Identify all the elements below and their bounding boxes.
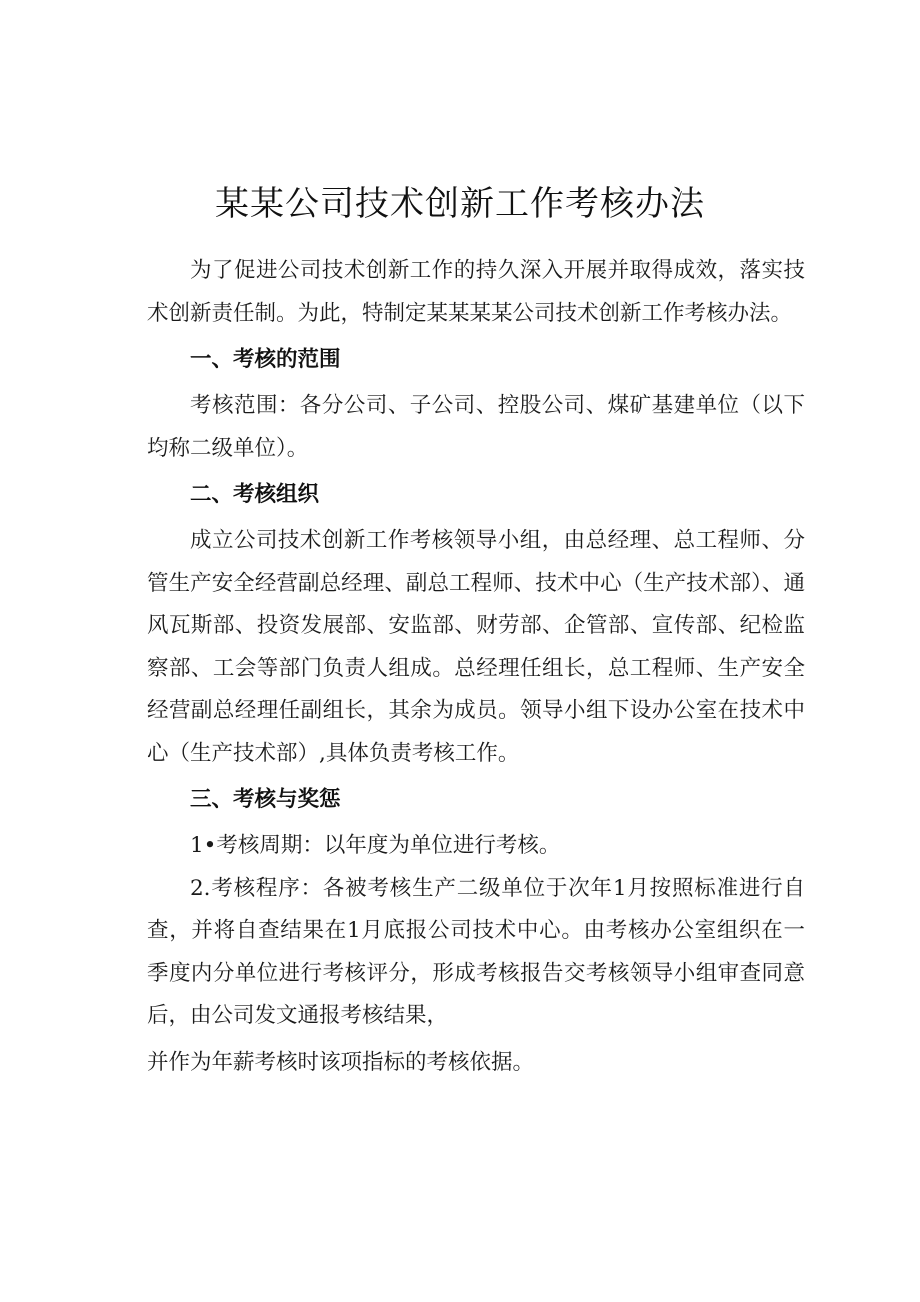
document-body <box>147 250 805 1084</box>
section-paragraph: 成立公司技术创新工作考核领导小组，由总经理、总工程师、分管生产安全经营副总经理、副总工程师、技术中心（生产技术部）、通风瓦斯部、投资发展部、安监部、财劳部、企管部、宣传部、纪检监察部、工会等部门负责人组成。总经理任组长，总工程师、生产安全经营副总经理任副组长，其余为成员。领导小组下设办公室在技术中心（生产技术部）,具体负责考核工作。 <box>147 528 805 766</box>
continuation-line: 并作为年薪考核时该项指标的考核依据。 <box>147 1049 535 1075</box>
section-paragraph: 2.考核程序：各被考核生产二级单位于次年1月按照标准进行自查，并将自查结果在1月底报公司技术中心。由考核办公室组织在一季度内分单位进行考核评分，形成考核报告交考核领导小组审查同意后，由公司发文通报考核结果， <box>147 875 805 1028</box>
section-heading: 三、考核与奖惩 <box>190 787 341 812</box>
intro-paragraph: 为了促进公司技术创新工作的持久深入开展并取得成效，落实技术创新责任制。为此，特制定某某某某公司技术创新工作考核办法。 <box>147 258 805 326</box>
document-title: 某某公司技术创新工作考核办法 <box>215 183 705 224</box>
section-heading: 一、考核的范围 <box>190 347 341 372</box>
section-organization <box>147 470 805 775</box>
section-scope <box>147 335 805 470</box>
section-heading: 二、考核组织 <box>190 482 320 507</box>
section-paragraph: 考核范围：各分公司、子公司、控股公司、煤矿基建单位（以下均称二级单位）。 <box>147 393 805 461</box>
section-assessment-rewards <box>147 775 805 1084</box>
section-paragraph: 1•考核周期：以年度为单位进行考核。 <box>190 833 561 858</box>
